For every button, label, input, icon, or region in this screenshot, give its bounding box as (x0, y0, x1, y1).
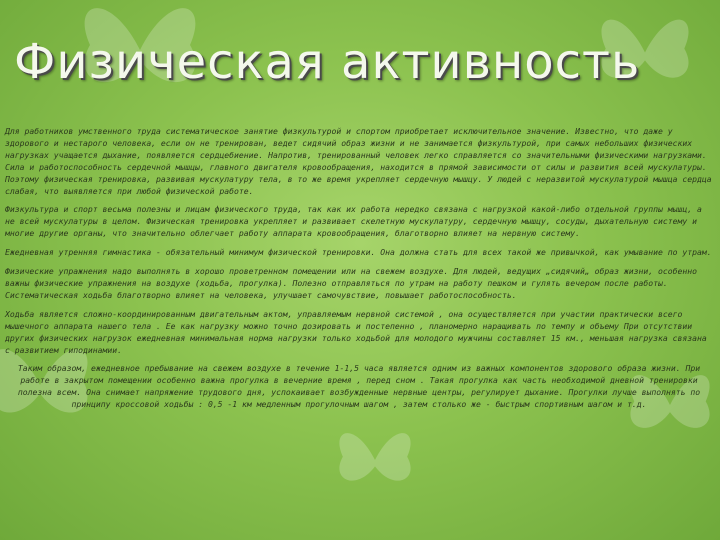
paragraph: Для работников умственного труда систематическое занятие физкультурой и спортом приобретает исключительное значение. Известно, что даже у здорового и нестарого человека, если он не тренирован, ведет сидячий образ жизни и не занимается физкультурой, при самых небольших физических нагрузках учащается дыхание, появляется сердцебиение. Напротив, тренированный человек легко справляется со значительными физическими нагрузками. Сила и работоспособность сердечной мышцы, главного двигателя кровообращения, находится в прямой зависимости от силы и развития всей мускулатуры. Поэтому физическая тренировка, развивая мускулатуру тела, в то же время укрепляет сердечную мышцу. У людей с неразвитой мускулатурой мышца сердца слабая, что выявляется при любой физической работе. (5, 126, 712, 196)
paragraph: Таким образом, ежедневное пребывание на свежем воздухе в течение 1-1,5 часа является одним из важных компонентов здорового образа жизни. При работе в закрытом помещении особенно важна прогулка в вечерние время , перед сном . Такая прогулка как часть необходимой дневной тренировки полезна всем. Она снимает напряжение трудового дня, успокаивает возбужденные нервные центры, регулирует дыхание. Прогулки лучше выполнять по принципу кроссовой ходьбы : 0,5 -1 км медленным прогулочным шагом , затем столько же - быстрым спортивным шагом и т.д. (17, 363, 701, 410)
butterfly-decoration-icon (330, 420, 420, 500)
body-text (5, 126, 713, 418)
paragraph: Ходьба является сложно-координированным двигательным актом, управляемым нервной системой , она осуществляется при участии практически всего мышечного аппарата нашего тела . Ее как нагрузку можно точно дозировать и постепенно , планомерно наращивать по темпу и объему При отсутствии других физических нагрузок ежедневная минимальная норма нагрузки только ходьбой для молодого мужчины составляет 15 км., меньшая нагрузка связана с развитием гиподинамии. (5, 308, 707, 355)
page-title: Физическая активность (14, 34, 641, 90)
paragraph: Физкультура и спорт весьма полезны и лицам физического труда, так как их работа нередко связана с нагрузкой какой-либо отдельной группы мышц, а не всей мускулатуры в целом. Физическая тренировка укрепляет и развивает скелетную мускулатуру, сердечную мышцу, сосуды, дыхательную систему и многие другие органы, что значительно облегчает работу аппарата кровообращения, благотворно влияет на нервную систему. (5, 204, 702, 239)
paragraph: Ежедневная утренняя гимнастика - обязательный минимум физической тренировки. Она должна стать для всех такой же привычкой, как умывание по утрам. (5, 247, 712, 258)
paragraph: Физические упражнения надо выполнять в хорошо проветренном помещении или на свежем воздухе. Для людей, ведущих „сидячий„ образ жизни, особенно важны физические упражнения на воздухе (ходьба, прогулка). Полезно отправляться по утрам на работу пешком и гулять вечером после работы. Систематическая ходьба благотворно влияет на человека, улучшает самочувствие, повышает работоспособность. (5, 266, 697, 300)
